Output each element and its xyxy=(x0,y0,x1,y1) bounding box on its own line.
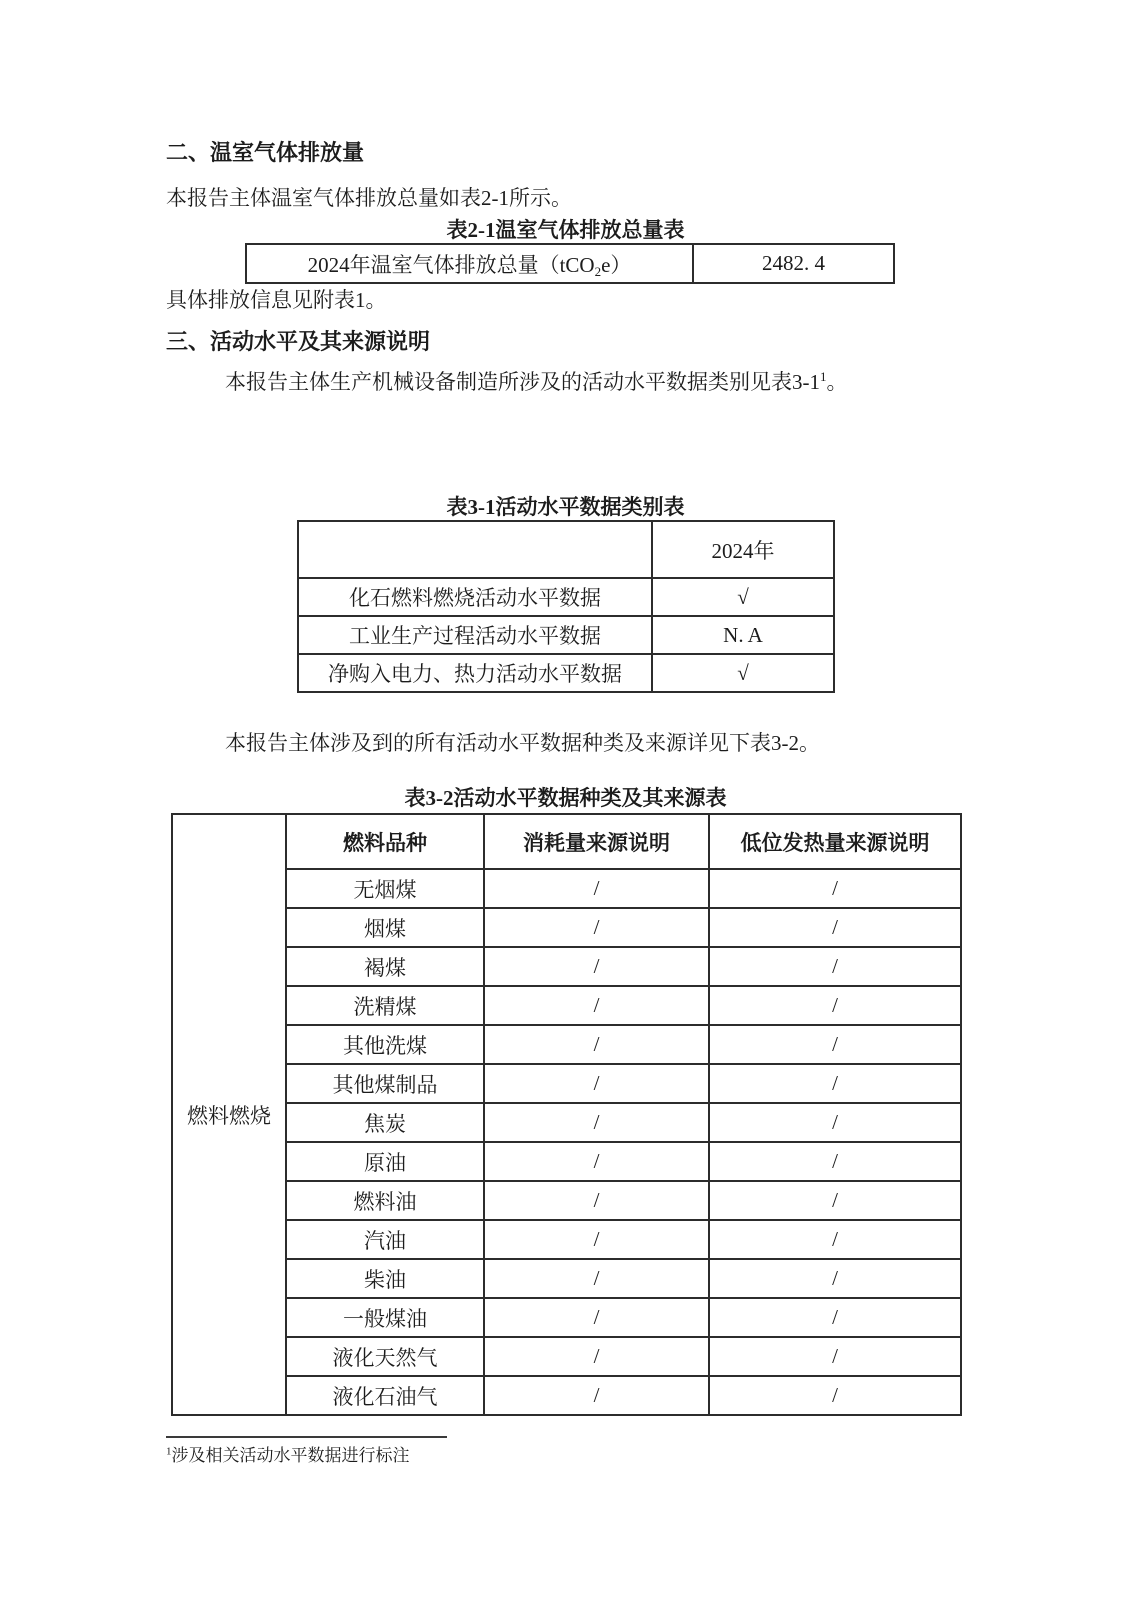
consumption-source-cell: / xyxy=(484,986,709,1025)
consumption-source-cell: / xyxy=(484,1064,709,1103)
emission-total-label: 2024年温室气体排放总量（tCO xyxy=(307,252,595,277)
heating-value-source-cell: / xyxy=(709,908,961,947)
table-row xyxy=(172,908,961,947)
fuel-name-cell: 无烟煤 xyxy=(286,869,484,908)
section-2-note: 具体排放信息见附表1。 xyxy=(166,288,387,312)
table-row xyxy=(172,1103,961,1142)
fuel-name-cell: 其他煤制品 xyxy=(286,1064,484,1103)
fuel-name-cell: 液化石油气 xyxy=(286,1376,484,1415)
heating-value-source-cell: / xyxy=(709,1259,961,1298)
heating-value-source-cell: / xyxy=(709,1298,961,1337)
table-row xyxy=(172,1142,961,1181)
consumption-source-cell: / xyxy=(484,1103,709,1142)
table-2-1-title: 表2-1温室气体排放总量表 xyxy=(446,218,685,242)
fuel-name-cell: 汽油 xyxy=(286,1220,484,1259)
consumption-source-cell: / xyxy=(484,947,709,986)
heating-value-source-cell: / xyxy=(709,1376,961,1415)
consumption-source-header: 消耗量来源说明 xyxy=(484,814,709,869)
table-row xyxy=(172,1259,961,1298)
table-row xyxy=(298,578,834,616)
section-2-intro: 本报告主体温室气体排放总量如表2-1所示。 xyxy=(166,186,572,210)
category-label-cell: 净购入电力、热力活动水平数据 xyxy=(298,654,652,692)
section-2-heading: 二、温室气体排放量 xyxy=(166,140,365,165)
table-3-1-title: 表3-1活动水平数据类别表 xyxy=(446,495,685,519)
fuel-name-cell: 柴油 xyxy=(286,1259,484,1298)
empty-header-cell xyxy=(298,521,652,578)
consumption-source-cell: / xyxy=(484,869,709,908)
fuel-name-cell: 一般煤油 xyxy=(286,1298,484,1337)
fuel-name-cell: 燃料油 xyxy=(286,1181,484,1220)
consumption-source-cell: / xyxy=(484,908,709,947)
fuel-name-cell: 原油 xyxy=(286,1142,484,1181)
fuel-name-cell: 液化天然气 xyxy=(286,1337,484,1376)
heating-value-source-cell: / xyxy=(709,1064,961,1103)
consumption-source-cell: / xyxy=(484,1142,709,1181)
table-row xyxy=(172,1025,961,1064)
heating-value-source-cell: / xyxy=(709,1337,961,1376)
table-row xyxy=(298,616,834,654)
fuel-name-cell: 其他洗煤 xyxy=(286,1025,484,1064)
heating-value-source-cell: / xyxy=(709,1103,961,1142)
fuel-type-header: 燃料品种 xyxy=(286,814,484,869)
table-row xyxy=(172,947,961,986)
fuel-name-cell: 焦炭 xyxy=(286,1103,484,1142)
emission-total-value-cell: 2482. 4 xyxy=(693,244,894,283)
consumption-source-cell: / xyxy=(484,1376,709,1415)
consumption-source-cell: / xyxy=(484,1337,709,1376)
emission-total-label-suffix: e） xyxy=(601,252,632,277)
category-value-cell: √ xyxy=(652,578,834,616)
fuel-name-cell: 褐煤 xyxy=(286,947,484,986)
category-label-cell: 工业生产过程活动水平数据 xyxy=(298,616,652,654)
table-row xyxy=(172,1220,961,1259)
table-3-1 xyxy=(297,520,835,693)
heating-value-source-cell: / xyxy=(709,1181,961,1220)
footnote-text xyxy=(166,1444,965,1468)
consumption-source-cell: / xyxy=(484,1259,709,1298)
section-3-intro-text: 本报告主体生产机械设备制造所涉及的活动水平数据类别见表3-1 xyxy=(225,370,820,394)
table-row xyxy=(172,1064,961,1103)
section-3-intro xyxy=(166,367,965,397)
heating-value-source-header: 低位发热量来源说明 xyxy=(709,814,961,869)
heating-value-source-cell: / xyxy=(709,869,961,908)
heating-value-source-cell: / xyxy=(709,986,961,1025)
heating-value-source-cell: / xyxy=(709,1220,961,1259)
table-row xyxy=(172,1337,961,1376)
heating-value-source-cell: / xyxy=(709,1142,961,1181)
section-3-intro-2: 本报告主体涉及到的所有活动水平数据种类及来源详见下表3-2。 xyxy=(225,731,820,755)
table-row xyxy=(172,986,961,1025)
table-row xyxy=(298,521,834,578)
table-row xyxy=(298,654,834,692)
table-row xyxy=(246,244,894,283)
footnote xyxy=(166,1436,965,1468)
footnote-body: 涉及相关活动水平数据进行标注 xyxy=(171,1446,410,1465)
consumption-source-cell: / xyxy=(484,1298,709,1337)
heating-value-source-cell: / xyxy=(709,947,961,986)
table-3-2 xyxy=(171,813,962,1416)
table-row xyxy=(172,1376,961,1415)
emission-total-label-cell xyxy=(246,244,693,283)
table-2-1 xyxy=(245,243,895,284)
co2-subscript: 2 xyxy=(594,263,602,279)
footnote-reference-superscript: 1 xyxy=(820,369,827,384)
footnote-divider xyxy=(166,1436,447,1438)
section-3-heading: 三、活动水平及其来源说明 xyxy=(166,329,431,354)
table-row xyxy=(172,1298,961,1337)
fuel-name-cell: 洗精煤 xyxy=(286,986,484,1025)
table-3-2-title: 表3-2活动水平数据种类及其来源表 xyxy=(404,786,727,810)
category-label-cell: 化石燃料燃烧活动水平数据 xyxy=(298,578,652,616)
fuel-combustion-group-cell: 燃料燃烧 xyxy=(172,814,286,1415)
table-header-row xyxy=(172,814,961,869)
fuel-name-cell: 烟煤 xyxy=(286,908,484,947)
consumption-source-cell: / xyxy=(484,1220,709,1259)
consumption-source-cell: / xyxy=(484,1025,709,1064)
year-header-cell: 2024年 xyxy=(652,521,834,578)
category-value-cell: √ xyxy=(652,654,834,692)
table-row xyxy=(172,869,961,908)
footnote-marker: 1 xyxy=(166,1445,172,1458)
section-3-intro-period: 。 xyxy=(826,370,848,394)
consumption-source-cell: / xyxy=(484,1181,709,1220)
category-value-cell: N. A xyxy=(652,616,834,654)
table-row xyxy=(172,1181,961,1220)
heating-value-source-cell: / xyxy=(709,1025,961,1064)
